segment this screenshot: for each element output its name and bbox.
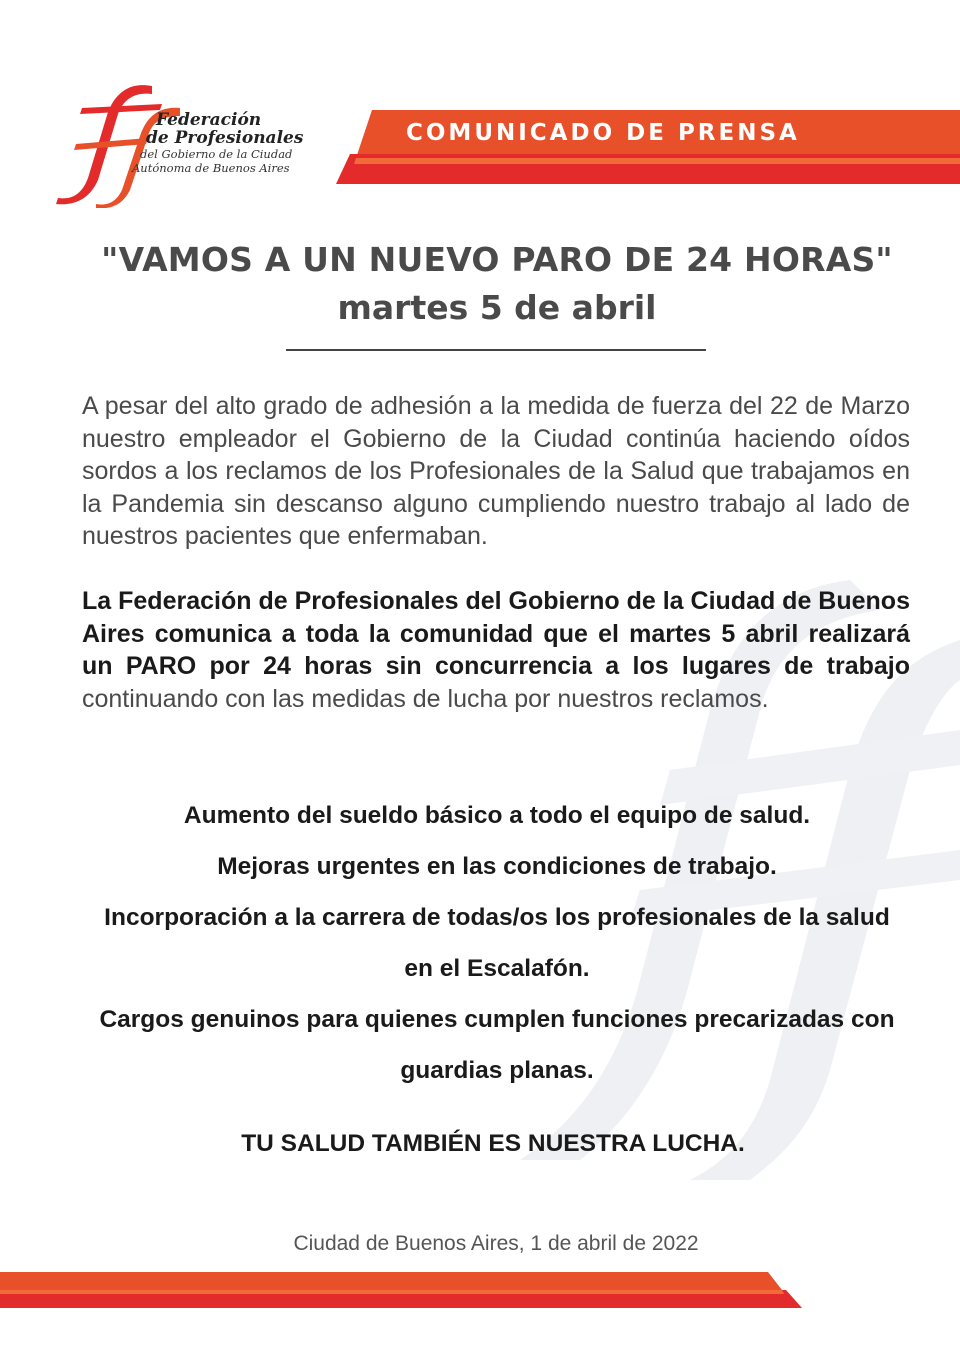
headline-title: "VAMOS A UN NUEVO PARO DE 24 HORAS" bbox=[101, 240, 893, 279]
banner-label: COMUNICADO DE PRENSA bbox=[406, 120, 800, 146]
footer-bars bbox=[0, 1268, 960, 1328]
headline-divider bbox=[286, 349, 706, 351]
logo-line-4: Autónoma de Buenos Aires bbox=[132, 160, 290, 175]
slogan: TU SALUD TAMBIÉN ES NUESTRA LUCHA. bbox=[241, 1130, 745, 1157]
headline bbox=[0, 236, 960, 332]
federation-logo bbox=[52, 78, 322, 208]
demand-item: Aumento del sueldo básico a todo el equipo de salud. bbox=[183, 802, 811, 829]
logo-line-2: de Profesionales bbox=[146, 128, 304, 148]
press-release-banner bbox=[336, 108, 960, 186]
body-paragraph-1: A pesar del alto grado de adhesión a la medida de fuerza del 22 de Marzo nuestro empleador el Gobierno de la Ciudad continúa haciendo oídos sordos a los reclamos de los Profesionales de la Salud que trabajamos en la Pandemia sin descanso alguno cumpliendo nuestro trabajo al lado de nuestros pacientes que enfermaban. bbox=[82, 392, 910, 550]
logo-line-1: Federación bbox=[156, 110, 262, 130]
demands-list bbox=[0, 790, 960, 1096]
demand-item: Cargos genuinos para quienes cumplen funciones precarizadas con guardias planas. bbox=[99, 1006, 895, 1084]
logo-line-3: del Gobierno de la Ciudad bbox=[140, 147, 293, 161]
demand-item: Mejoras urgentes en las condiciones de trabajo. bbox=[217, 853, 777, 880]
place-and-date: Ciudad de Buenos Aires, 1 de abril de 2022 bbox=[293, 1232, 699, 1255]
logo-text bbox=[132, 112, 303, 174]
announcement-bold: La Federación de Profesionales del Gobierno de la Ciudad de Buenos Aires comunica a toda la comunidad que el martes 5 abril realizará un PARO por 24 horas sin concurrencia a los lugares de trabajo bbox=[82, 587, 910, 680]
announcement-rest: continuando con las medidas de lucha por nuestros reclamos. bbox=[82, 684, 769, 713]
body-paragraph-2 bbox=[82, 585, 910, 715]
headline-date: martes 5 de abril bbox=[337, 288, 657, 327]
demand-item: Incorporación a la carrera de todas/os los profesionales de la salud en el Escalafón. bbox=[104, 904, 890, 982]
